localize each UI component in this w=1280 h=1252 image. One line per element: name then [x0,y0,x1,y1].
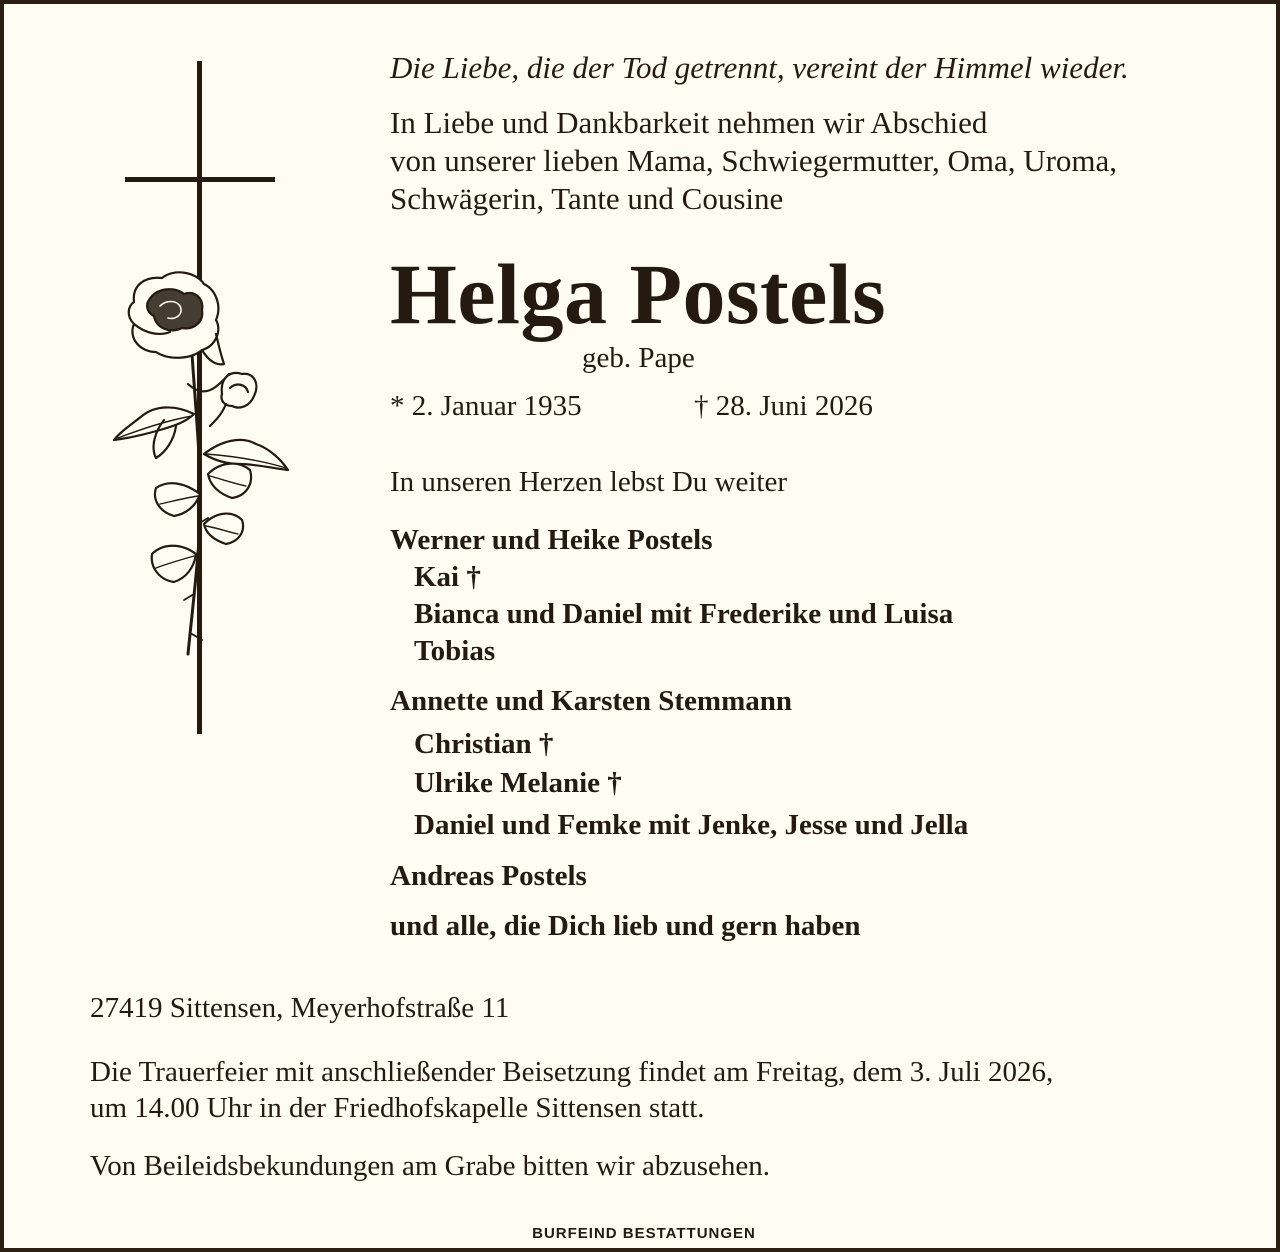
family-member: Annette und Karsten Stemmann [390,685,792,717]
family-member: Andreas Postels [390,860,587,892]
family-closing: und alle, die Dich lieb und gern haben [390,910,861,942]
address: 27419 Sittensen, Meyerhofstraße 11 [90,992,510,1024]
birth-date: * 2. Januar 1935 [390,390,582,422]
intro-line: Schwägerin, Tante und Cousine [390,181,784,216]
family-member: Christian † [414,728,554,760]
deceased-name: Helga Postels [390,246,887,342]
funeral-line: Die Trauerfeier mit anschließender Beisetzung findet am Freitag, dem 3. Juli 2026, [90,1056,1054,1088]
funeral-line: um 14.00 Uhr in der Friedhofskapelle Sittensen statt. [90,1092,705,1124]
intro-line: von unserer lieben Mama, Schwiegermutter, Oma, Uroma, [390,143,1118,178]
family-member: Kai † [414,561,481,593]
family-member: Daniel und Femke mit Jenke, Jesse und Jella [414,809,969,841]
intro-line: In Liebe und Dankbarkeit nehmen wir Abschied [390,105,988,140]
funeral-info [90,1054,1053,1126]
motto: Die Liebe, die der Tod getrennt, vereint der Himmel wieder. [390,50,1129,85]
intro-text [390,104,1117,218]
undertaker-logo: BURFEIND BESTATTUNGEN [532,1225,756,1242]
heart-line: In unseren Herzen lebst Du weiter [390,466,787,498]
condolences-note: Von Beileidsbekundungen am Grabe bitten wir abzusehen. [90,1150,770,1182]
family-member: Bianca und Daniel mit Frederike und Luisa [414,598,954,630]
cross-with-rose-icon [104,54,304,744]
death-date: † 28. Juni 2026 [694,390,873,422]
family-member: Tobias [414,635,496,667]
family-member: Werner und Heike Postels [390,524,713,556]
maiden-name: geb. Pape [582,342,695,374]
family-member: Ulrike Melanie † [414,767,622,799]
